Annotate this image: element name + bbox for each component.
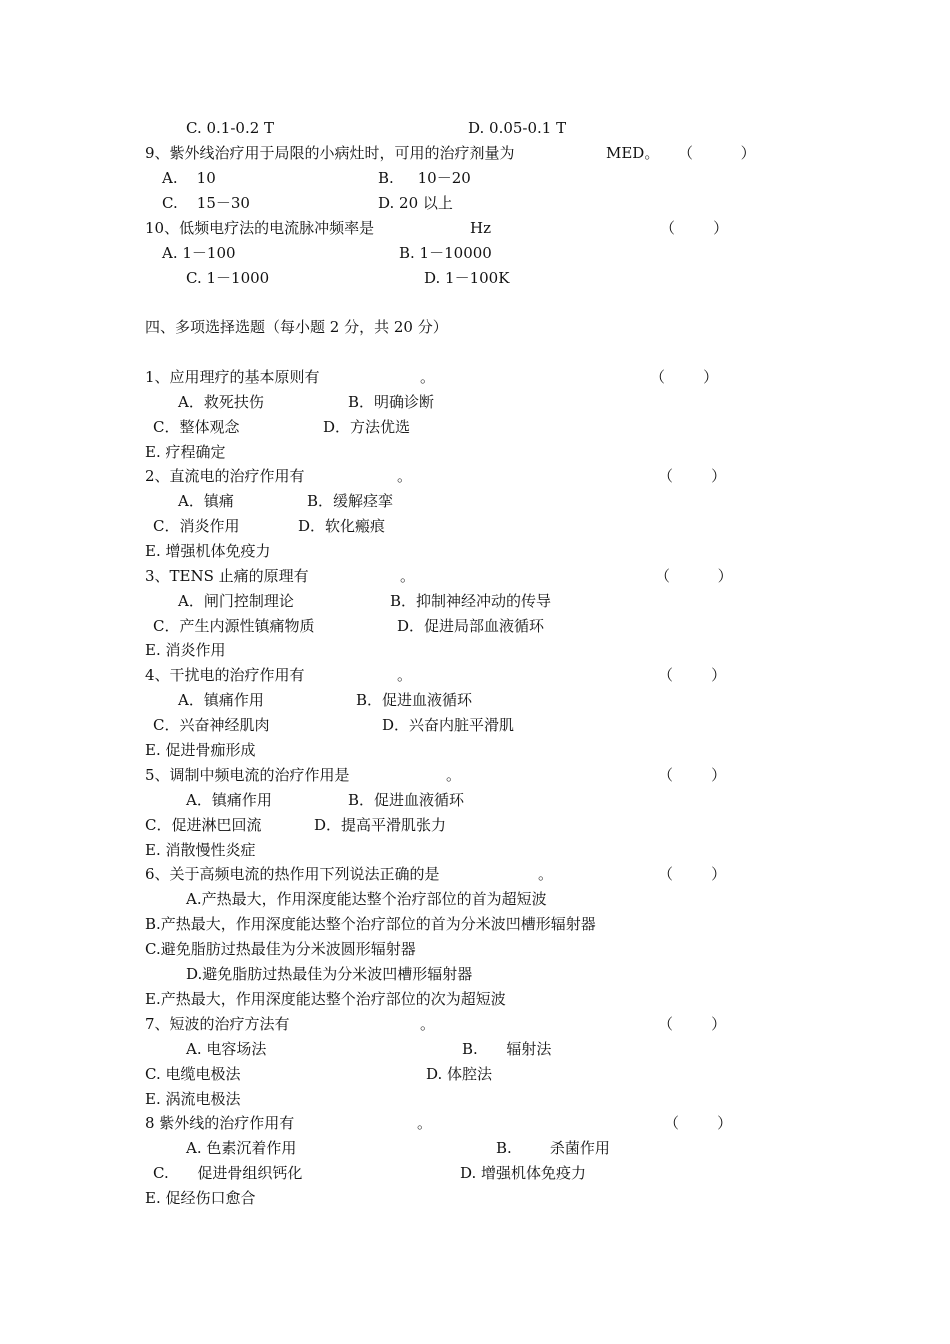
mc-q8-option-a: A. 色素沉着作用 xyxy=(186,1139,297,1157)
mc-q6-option-d: D.避免脂肪过热最佳为分米波凹槽形辐射器 xyxy=(186,965,473,983)
mc-q5-option-b: B．促进血液循环 xyxy=(348,791,465,809)
mc-q2-option-a: A．镇痛 xyxy=(178,492,234,510)
mc-q8-answer-blank: （ ） xyxy=(664,1114,733,1132)
mc-q3-option-e: E. 消炎作用 xyxy=(145,641,226,659)
mc-q7-option-e: E. 涡流电极法 xyxy=(145,1090,241,1108)
mc-question-4: 4、干扰电的治疗作用有 xyxy=(145,666,305,684)
mc-q6-option-c: C.避免脂肪过热最佳为分米波圆形辐射器 xyxy=(145,940,416,958)
mc-q2-option-b: B．缓解痉挛 xyxy=(307,492,394,510)
mc-q1-option-b: B．明确诊断 xyxy=(348,393,435,411)
q10-option-d: D. 1－100K xyxy=(424,269,510,287)
mc-q1-option-c: C．整体观念 xyxy=(153,418,240,436)
mc-question-8: 8 紫外线的治疗作用有 xyxy=(145,1114,295,1132)
mc-q4-option-d: D．兴奋内脏平滑肌 xyxy=(382,716,515,734)
mc-q5-answer-blank: （ ） xyxy=(658,766,727,784)
mc-q3-option-d: D．促进局部血液循环 xyxy=(397,617,545,635)
mc-q2-option-c: C．消炎作用 xyxy=(153,517,240,535)
mc-q7-option-a: A. 电容场法 xyxy=(186,1040,267,1058)
q9-option-a: A. 10 xyxy=(162,169,216,187)
mc-q1-period: 。 xyxy=(420,368,436,386)
question-10-unit: Hz xyxy=(470,219,491,237)
mc-question-2: 2、直流电的治疗作用有 xyxy=(145,467,305,485)
mc-q7-option-c: C. 电缆电极法 xyxy=(145,1065,241,1083)
mc-q7-option-b: B. 辐射法 xyxy=(462,1040,552,1058)
q9-option-d: D. 20 以上 xyxy=(378,194,453,212)
q9-option-b: B. 10－20 xyxy=(378,169,471,187)
q10-option-c: C. 1－1000 xyxy=(186,269,270,287)
mc-q8-option-e: E. 促经伤口愈合 xyxy=(145,1189,256,1207)
question-10-answer-blank: （ ） xyxy=(660,219,729,237)
mc-q7-option-d: D. 体腔法 xyxy=(426,1065,493,1083)
mc-q1-option-a: A．救死扶伤 xyxy=(178,393,264,411)
option-d-prev: D. 0.05-0.1 T xyxy=(468,119,567,137)
mc-q6-option-e: E.产热最大，作用深度能达整个治疗部位的次为超短波 xyxy=(145,990,506,1008)
mc-q4-answer-blank: （ ） xyxy=(658,666,727,684)
mc-q1-answer-blank: （ ） xyxy=(650,368,719,386)
mc-q2-answer-blank: （ ） xyxy=(658,467,727,485)
mc-q4-option-e: E. 促进骨痂形成 xyxy=(145,741,256,759)
mc-q3-period: 。 xyxy=(400,567,416,585)
mc-q3-option-c: C．产生内源性镇痛物质 xyxy=(153,617,315,635)
mc-q2-option-d: D．软化瘢痕 xyxy=(298,517,386,535)
mc-q5-option-e: E. 消散慢性炎症 xyxy=(145,841,256,859)
question-10: 10、低频电疗法的电流脉冲频率是 xyxy=(145,219,375,237)
mc-question-5: 5、调制中频电流的治疗作用是 xyxy=(145,766,350,784)
mc-q1-option-e: E. 疗程确定 xyxy=(145,443,226,461)
mc-q5-period: 。 xyxy=(446,766,462,784)
mc-question-1: 1、应用理疗的基本原则有 xyxy=(145,368,320,386)
mc-q8-option-d: D. 增强机体免疫力 xyxy=(460,1164,587,1182)
mc-q8-option-c: C. 促进骨组织钙化 xyxy=(153,1164,303,1182)
mc-q1-option-d: D．方法优选 xyxy=(323,418,411,436)
mc-q3-option-b: B．抑制神经冲动的传导 xyxy=(390,592,552,610)
mc-q6-option-a: A.产热最大，作用深度能达整个治疗部位的首为超短波 xyxy=(186,890,547,908)
mc-q2-option-e: E. 增强机体免疫力 xyxy=(145,542,271,560)
mc-q4-period: 。 xyxy=(397,666,413,684)
mc-question-7: 7、短波的治疗方法有 xyxy=(145,1015,290,1033)
mc-q8-period: 。 xyxy=(417,1114,433,1132)
q10-option-a: A. 1－100 xyxy=(162,244,236,262)
mc-question-3: 3、TENS 止痛的原理有 xyxy=(145,567,309,585)
q9-option-c: C. 15－30 xyxy=(162,194,250,212)
mc-q8-option-b: B. 杀菌作用 xyxy=(496,1139,610,1157)
question-9-unit: MED。 xyxy=(606,144,660,162)
mc-q6-option-b: B.产热最大，作用深度能达整个治疗部位的首为分米波凹槽形辐射器 xyxy=(145,915,596,933)
mc-q3-answer-blank: （ ） xyxy=(655,567,733,585)
mc-q2-period: 。 xyxy=(397,467,413,485)
mc-q7-period: 。 xyxy=(420,1015,436,1033)
mc-q3-option-a: A．闸门控制理论 xyxy=(178,592,294,610)
question-9: 9、紫外线治疗用于局限的小病灶时，可用的治疗剂量为 xyxy=(145,144,515,162)
mc-q4-option-c: C．兴奋神经肌肉 xyxy=(153,716,270,734)
section-heading: 四、多项选择选题（每小题 2 分，共 20 分） xyxy=(145,318,448,336)
mc-question-6: 6、关于高频电流的热作用下列说法正确的是 xyxy=(145,865,440,883)
q10-option-b: B. 1－10000 xyxy=(399,244,492,262)
mc-q5-option-c: C．促进淋巴回流 xyxy=(145,816,262,834)
mc-q6-period: 。 xyxy=(538,865,554,883)
mc-q4-option-b: B．促进血液循环 xyxy=(356,691,473,709)
question-9-answer-blank: （ ） xyxy=(678,144,756,162)
mc-q5-option-d: D．提高平滑肌张力 xyxy=(314,816,447,834)
mc-q6-answer-blank: （ ） xyxy=(658,865,727,883)
mc-q4-option-a: A．镇痛作用 xyxy=(178,691,264,709)
mc-q5-option-a: A．镇痛作用 xyxy=(186,791,272,809)
option-c-prev: C. 0.1-0.2 T xyxy=(186,119,275,137)
mc-q7-answer-blank: （ ） xyxy=(658,1015,727,1033)
